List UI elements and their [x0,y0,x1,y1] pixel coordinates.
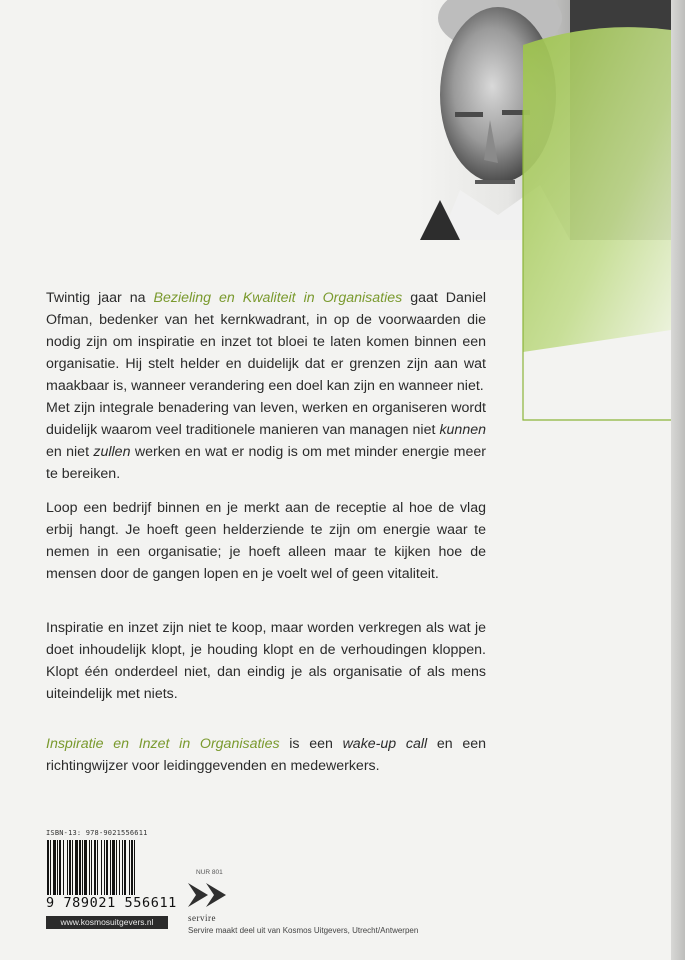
barcode-bar [69,840,71,896]
reception-text: Loop een bedrijf binnen en je merkt aan de receptie al hoe de vlag erbij hangt. Je hoeft geen helderziende te zijn om energie waar te nemen in een organisatie; je hoeft alleen maar te kijken hoe de mensen door de gangen lopen en je voelt wel of geen vitaliteit. [46,500,486,582]
emphasis-kunnen: kunnen [439,422,486,438]
servire-logo-text: servire [188,913,216,923]
publisher-website: www.kosmosuitgevers.nl [46,916,168,929]
closing-paragraph [46,733,486,777]
barcode-bar [59,840,61,896]
barcode-bar [112,840,115,896]
book-spine-edge [671,0,685,960]
barcode-bar [119,840,120,896]
approach-text-end: werken en wat er nodig is om met minder energie meer te bereiken. [46,444,487,482]
barcode-bar [91,840,92,896]
green-decorative-panel [515,0,671,425]
barcode-bar [79,840,81,896]
book-title: Inspiratie en Inzet in Organisaties [46,736,280,752]
barcode-bar [134,840,135,896]
barcode-bar [75,840,78,896]
inspiration-paragraph [46,617,486,705]
barcode-bar [84,840,87,896]
closing-text-b: en een richtingwijzer voor leidinggevenden en medewerkers. [46,736,487,774]
barcode-bar [122,840,123,896]
barcode-bar [47,840,49,896]
intro-text-body: gaat Daniel Ofman, bedenker van het kernkwadrant, in op de voorwaarden die nodig zijn om inspiratie en inzet tot bloei te laten komen binnen een organisatie. Hij stelt helder en duidelijk dat er grenzen zijn aan wat maakbaar is, wanneer verandering een doel kan zijn en wanneer niet. [46,290,487,394]
approach-text-start: Met zijn integrale benadering van leven, werken en organiseren wordt duidelijk waarom veel traditionele manieren van managen niet [46,400,486,438]
reception-paragraph [46,497,486,585]
barcode-bar [106,840,108,896]
nur-code: NUR 801 [196,869,223,876]
emphasis-zullen: zullen [93,444,131,460]
barcode-digits: 9 789021 556611 [46,895,177,911]
barcode-bar [104,840,105,896]
barcode-bar [97,840,98,896]
barcode-bar [63,840,64,896]
barcode-bar [116,840,117,896]
intro-paragraph [46,287,486,485]
imprint-note: Servire maakt deel uit van Kosmos Uitgevers, Utrecht/Antwerpen [188,926,419,935]
barcode-bar [57,840,58,896]
barcode-bar [129,840,130,896]
barcode-bar [131,840,133,896]
closing-text-a: is een [279,736,343,752]
barcode-bar [67,840,68,896]
barcode-bar [50,840,51,896]
inspiration-text: Inspiratie en inzet zijn niet te koop, maar worden verkregen als wat je doet inhoudelijk klopt, je houding klopt en de verhoudingen kloppen. Klopt één onderdeel niet, dan eindig je als organisatie of als mens uiteindelijk met niets. [46,620,486,702]
barcode-bar [89,840,90,896]
servire-logo-icon [186,879,228,913]
barcode-bar [110,840,111,896]
barcode-bar [82,840,83,896]
approach-text-mid: en niet [46,444,94,460]
barcode-bar [124,840,126,896]
isbn-label: ISBN-13: 978-9021556611 [46,829,148,837]
barcode-bar [72,840,73,896]
intro-text-start: Twintig jaar na [46,290,154,306]
barcode-bar [94,840,96,896]
previous-book-title: Bezieling en Kwaliteit in Organisaties [153,290,403,306]
emphasis-wake-up-call: wake-up call [342,736,428,752]
barcode-bar [101,840,102,896]
barcode-bar [53,840,56,896]
